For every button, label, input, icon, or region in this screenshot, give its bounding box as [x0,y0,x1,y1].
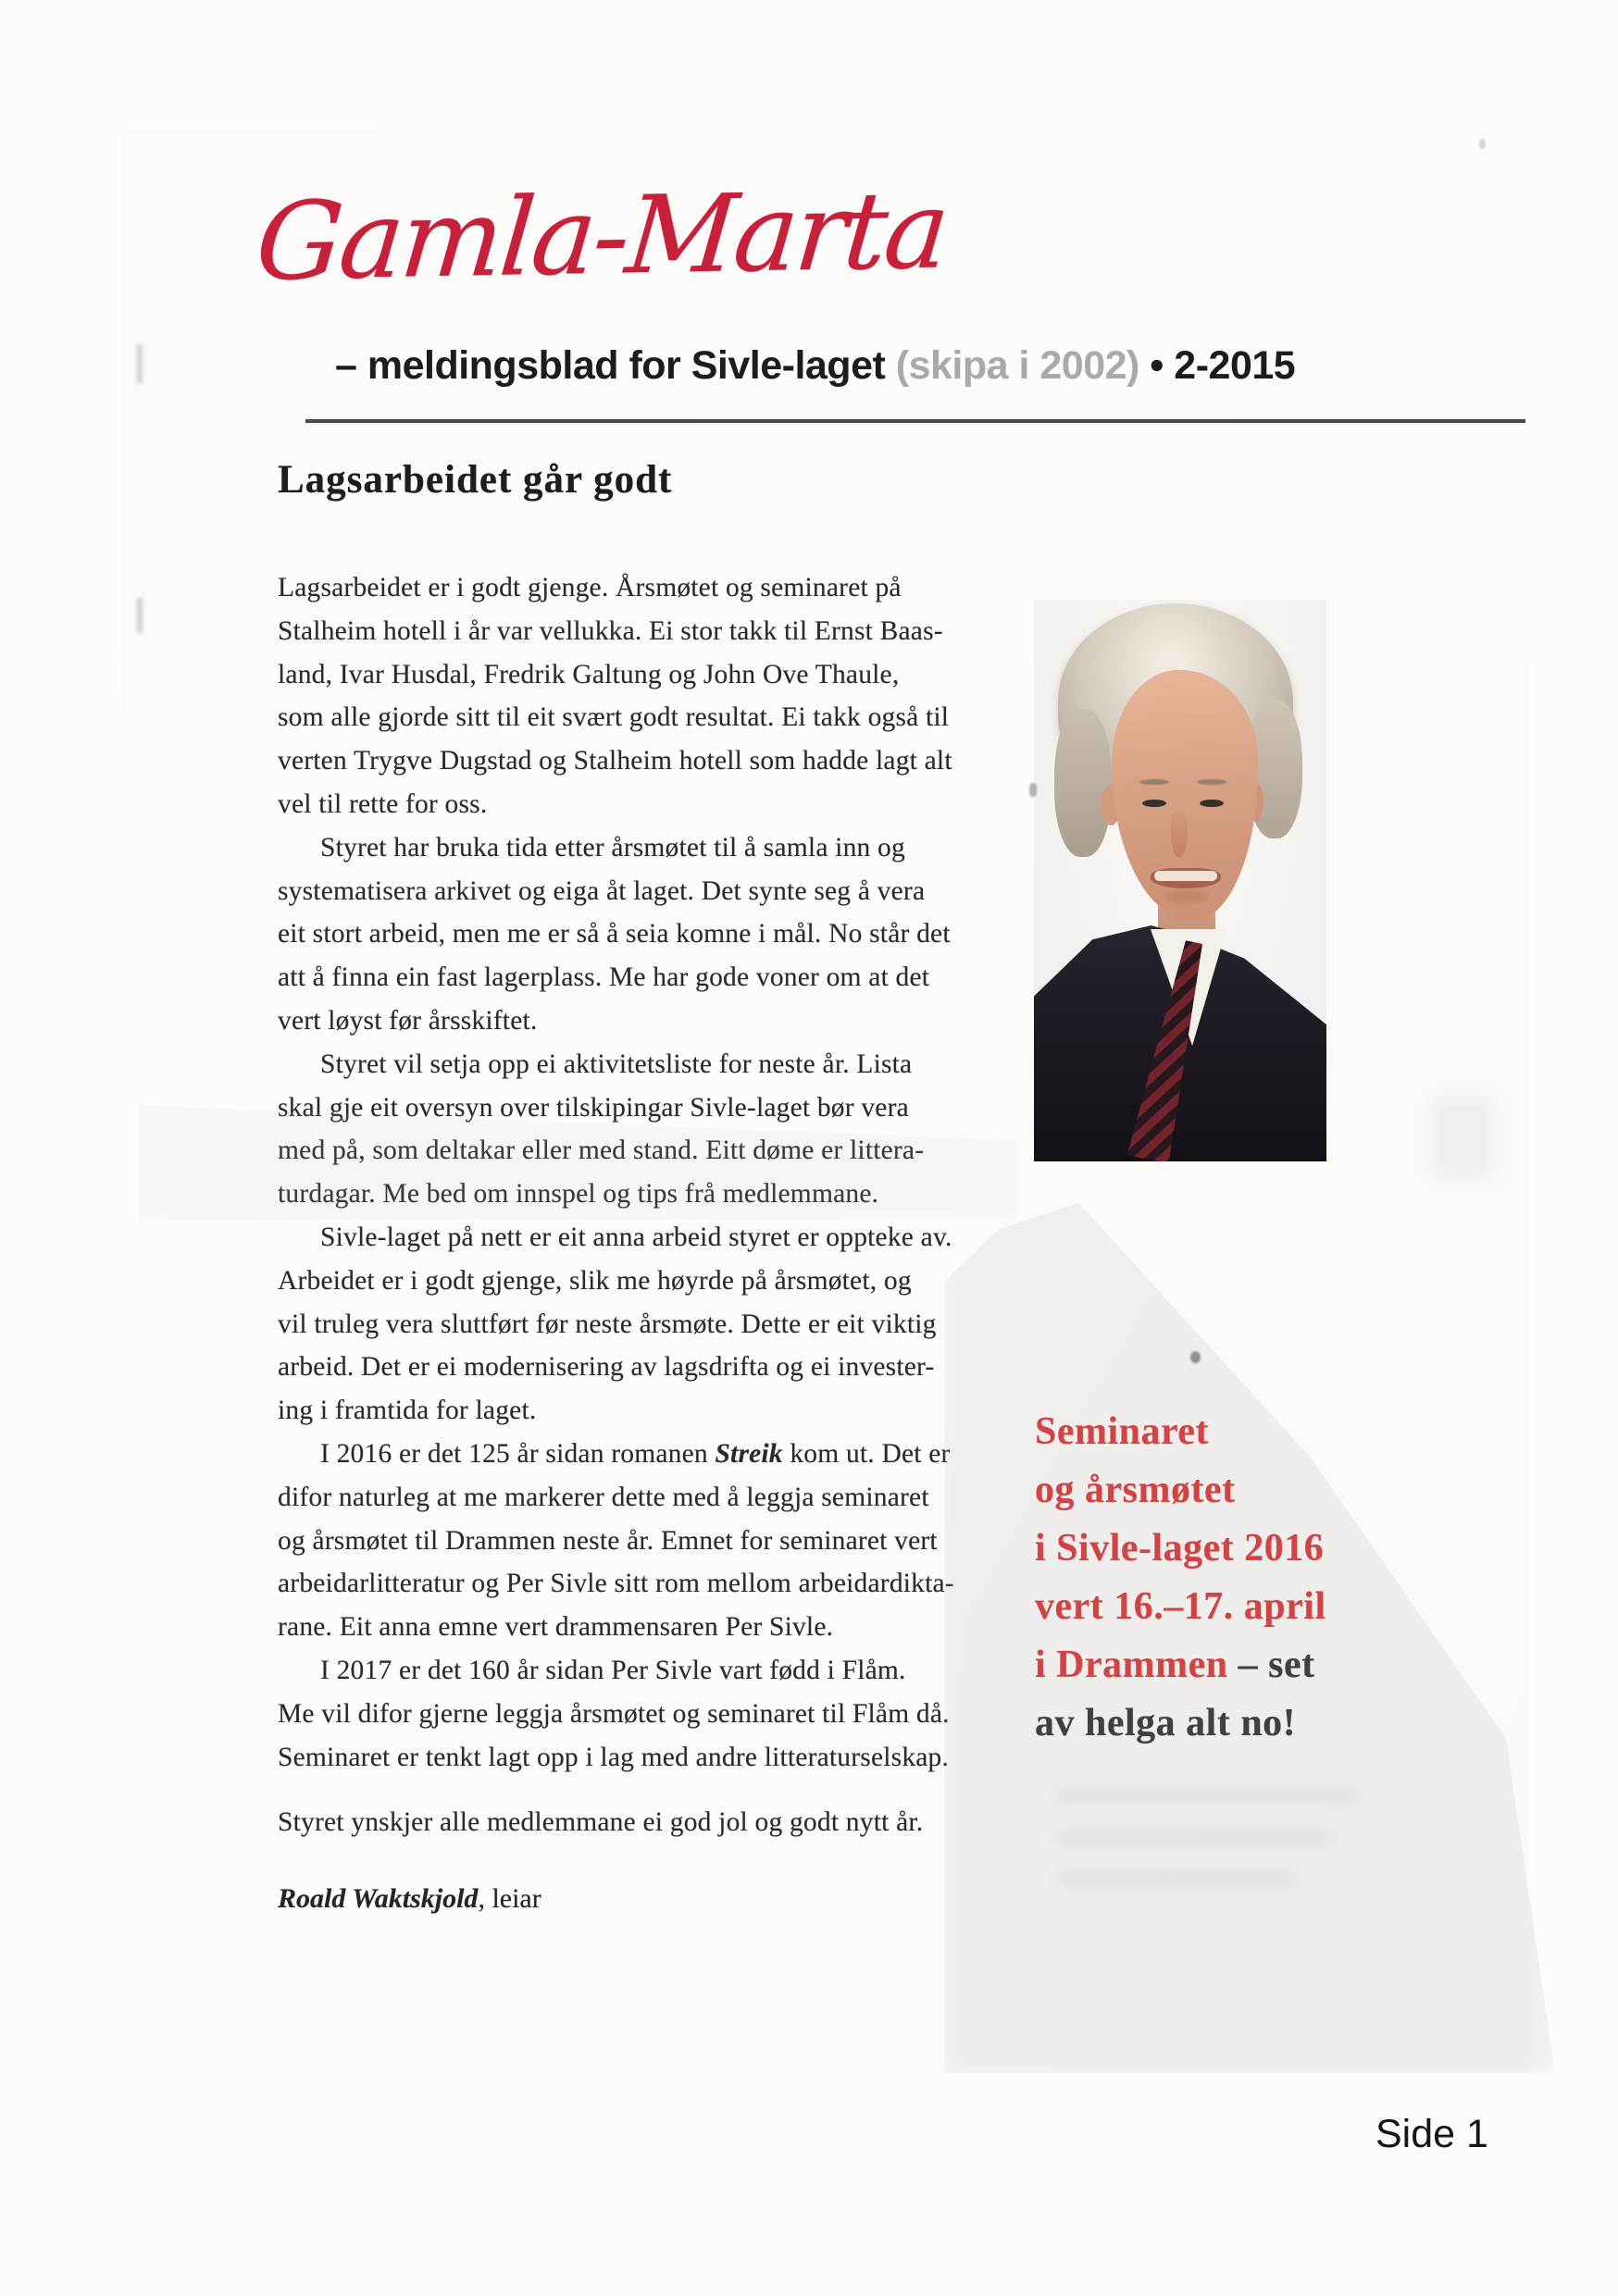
callout-line: og årsmøtet [1035,1469,1236,1511]
scan-bleedthrough-mark [1055,1831,1333,1845]
callout-line: i Sivle-laget 2016 [1035,1527,1325,1570]
signature-role: , leiar [478,1883,541,1914]
masthead-subtitle [335,344,1295,388]
article-line: og årsmøtet til Drammen neste år. Emnet for seminaret vert [278,1525,938,1556]
article-line: vil truleg vera sluttført før neste årsmøte. Dette er eit viktig [278,1309,937,1339]
article-line: vert løyst før årsskiftet. [278,1005,538,1036]
portrait-eyebrow-left [1139,779,1169,785]
portrait-nose [1171,805,1188,857]
article-line: Sivle-laget på nett er eit anna arbeid styret er oppteke av. [320,1222,952,1252]
article-line: eit stort arbeid, men me er så å seia komne i mål. No står det [278,919,951,949]
article-line: Seminaret er tenkt lagt opp i lag med andre litteraturselskap. [278,1742,950,1772]
article-line: turdagar. Me bed om innspel og tips frå medlemmane. [278,1179,879,1210]
article-line: difor naturleg at me markerer dette med å leggja seminaret [278,1482,929,1512]
article-line: Stalheim hotell i år var vellukka. Ei stor takk til Ernst Baas- [278,615,943,646]
portrait-teeth [1154,871,1217,881]
portrait-face [1112,670,1258,920]
callout-final-line: av helga alt no! [1035,1702,1297,1744]
article-line: som alle gjorde sitt til eit svært godt resultat. Ei takk også til [278,702,950,733]
signature-name: Roald Waktskjold [278,1883,479,1914]
article-heading: Lagsarbeidet går godt [278,458,673,502]
masthead-title: Gamla-Marta [251,168,952,305]
scan-bleedthrough-mark [1055,1788,1361,1803]
article-line: med på, som deltakar eller med stand. Eitt døme er littera- [278,1136,925,1166]
article-line: att å finna ein fast lagerplass. Me har gode voner om at det [278,962,930,993]
article-line: Lagsarbeidet er i godt gjenge. Årsmøtet og seminaret på [278,573,902,602]
article-line: skal gje eit oversyn over tilskipingar Sivle-laget bør vera [278,1092,909,1123]
page-number: Side 1 [1375,2112,1488,2156]
signature [278,1877,541,1920]
portrait-chin-shadow [1165,890,1208,903]
subtitle-prefix: – meldingsblad for Sivle-laget [335,343,896,388]
scan-speck [1479,139,1486,149]
article-line: verten Trygve Dugstad og Stalheim hotell som hadde lagt alt [278,746,952,776]
portrait-hair-left [1054,709,1112,857]
callout-line: vert 16.–17. april [1035,1585,1326,1628]
portrait-eyebrow-right [1197,779,1226,785]
article-line: systematisera arkivet og eiga åt laget. Det synte seg å vera [278,875,926,906]
subtitle-founded: (skipa i 2002) [895,343,1139,388]
article-line: rane. Eit anna emne vert drammensaren Per Sivle. [278,1612,834,1643]
portrait-eye-left [1142,800,1166,807]
scan-speck [1190,1351,1201,1363]
callout-line: Seminaret [1035,1410,1210,1453]
scan-speck [1029,783,1037,797]
divider-rule [305,419,1525,423]
scan-edge-mark [137,598,143,633]
article-line-segment: kom ut. Det er [782,1438,951,1469]
article-line: Styret har bruka tida etter årsmøtet til å samla inn og [320,832,905,863]
scan-edge-mark [137,344,143,383]
article-line: land, Ivar Husdal, Fredrik Galtung og John Ove Thaule, [278,659,900,689]
article-line: Styret vil setja opp ei aktivitetsliste for neste år. Lista [320,1049,913,1079]
article-line: I 2017 er det 160 år sidan Per Sivle vart fødd i Flåm. [320,1655,906,1685]
portrait-eye-right [1200,800,1224,807]
article-line: arbeid. Det er ei modernisering av lagsdrifta og ei invester- [278,1352,935,1383]
portrait-photo [1034,600,1326,1161]
closing-line: Styret ynskjer alle medlemmane ei god jol og godt nytt år. [278,1807,924,1837]
subtitle-issue: • 2-2015 [1139,343,1296,388]
scan-bleedthrough-mark [1430,1097,1495,1180]
callout-red-text: i Drammen [1035,1644,1228,1686]
article-line-segment: Streik [715,1438,783,1469]
article-line: arbeidarlitteratur og Per Sivle sitt rom mellom arbeidardikta- [278,1569,954,1599]
scan-bleedthrough-mark [1055,1871,1296,1886]
article-line: ing i framtida for laget. [278,1396,537,1426]
callout-black-text: – set [1227,1644,1315,1686]
article-line-segment: I 2016 er det 125 år sidan romanen [320,1438,716,1469]
article-line: Arbeidet er i godt gjenge, slik me høyrde på årsmøtet, og [278,1265,912,1296]
article-line: vel til rette for oss. [278,788,488,819]
article-line: Me vil difor gjerne leggja årsmøtet og seminaret til Flåm då. [278,1698,950,1729]
article-line [278,1433,1046,1476]
